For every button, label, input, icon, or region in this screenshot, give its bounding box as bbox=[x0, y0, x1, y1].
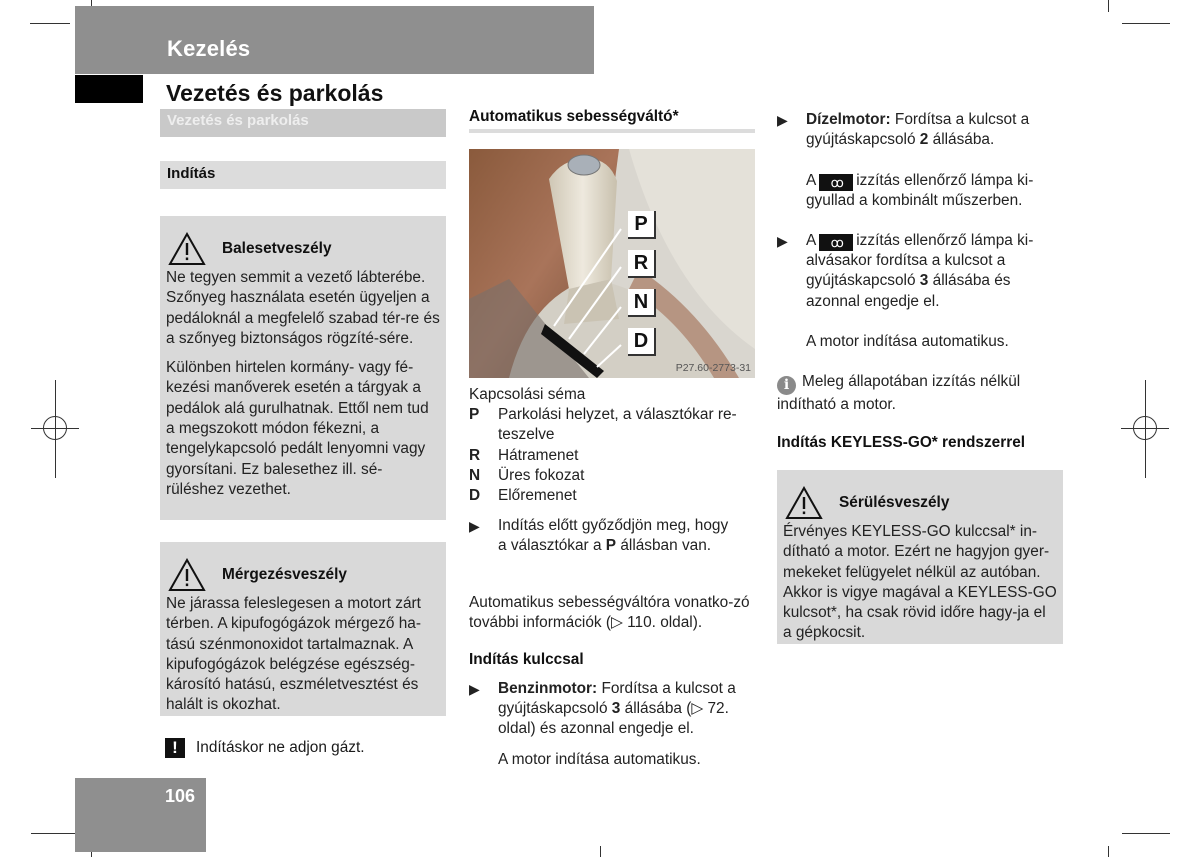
gear-label-d: D bbox=[628, 328, 656, 356]
bullet-triangle-icon: ▶ bbox=[469, 681, 480, 697]
registration-mark bbox=[1133, 416, 1157, 440]
warning-box-poisoning bbox=[160, 542, 446, 716]
warning-text: Ne tegyen semmit a vezető lábterébe. Szőnyeg használata esetén ügyeljen a pedáloknál a megfelelő szabad tér-re és a szőnyeg biztonságos rögzíté-sére. bbox=[166, 269, 440, 347]
warning-text: Érvényes KEYLESS-GO kulccsal* in-dítható a motor. Ezért ne hagyjon gyer-mekeket felügyelet nélkül az autóban. Akkor is vigye magával a KEYLESS-GO kulcsot*, ha csak rövid időre hagy-ja el a gépkocsit. bbox=[783, 523, 1057, 642]
image-code: P27.60-2773-31 bbox=[675, 362, 751, 374]
glow-lamp-text: A ꝏ izzítás ellenőrző lámpa ki-gyullad a kombinált műszerben. bbox=[806, 172, 1034, 210]
key-start-heading: Indítás kulccsal bbox=[469, 651, 584, 668]
warning-box-injury bbox=[777, 470, 1063, 644]
crop-mark bbox=[1122, 833, 1170, 834]
section-bar: Vezetés és parkolás bbox=[160, 109, 446, 137]
bullet-glow-off: ▶ A ꝏ izzítás ellenőrző lámpa ki-alvásakor fordítsa a kulcsot a gyújtáskapcsoló 3 állásába és azonnal engedje el. bbox=[777, 231, 1057, 312]
gear-selector-photo bbox=[469, 149, 755, 378]
page-heading: Vezetés és parkolás bbox=[166, 80, 384, 106]
chapter-header-band bbox=[75, 6, 594, 74]
scheme-item: R Hátramenet bbox=[469, 446, 579, 464]
crop-mark bbox=[1108, 0, 1109, 12]
exclamation-icon: ! bbox=[165, 738, 185, 758]
warning-triangle-icon bbox=[168, 232, 206, 266]
auto-start-text: A motor indítása automatikus. bbox=[806, 333, 1009, 350]
chapter-tab-marker bbox=[75, 75, 143, 103]
warning-triangle-icon bbox=[168, 558, 206, 592]
crop-mark bbox=[600, 846, 601, 857]
bullet-triangle-icon: ▶ bbox=[469, 518, 480, 534]
note-no-gas bbox=[165, 738, 365, 758]
gear-label-p: P bbox=[628, 211, 656, 239]
scheme-item: N Üres fokozat bbox=[469, 466, 585, 484]
bullet-diesel: ▶ Dízelmotor: Fordítsa a kulcsot a gyújtáskapcsoló 2 állásába. bbox=[777, 110, 1057, 150]
glow-plug-icon: ꝏ bbox=[819, 174, 853, 191]
gear-shift-illustration bbox=[469, 149, 755, 378]
gear-label-n: N bbox=[628, 289, 656, 317]
warning-triangle-icon bbox=[785, 486, 823, 520]
warning-text: Ne járassa feleslegesen a motort zárt térben. A kipufogógázok mérgező ha-tású szénmonoxidot tartalmaznak. A kipufogógázok belégzése egészség-károsító hatású, eszméletvesztést és halált is okozhat. bbox=[166, 595, 421, 714]
warning-title: Mérgezésveszély bbox=[222, 565, 347, 583]
scheme-desc: Parkolási helyzet, a választókar re- teszelve bbox=[498, 406, 737, 444]
crop-mark bbox=[1122, 23, 1170, 24]
warning-box-accident bbox=[160, 216, 446, 520]
note-text: Indításkor ne adjon gázt. bbox=[196, 739, 365, 756]
info-icon: i bbox=[777, 376, 796, 395]
crop-mark bbox=[31, 833, 79, 834]
scheme-item: P Parkolási helyzet, a választókar re- teszelve bbox=[469, 405, 759, 445]
chapter-title: Kezelés bbox=[167, 36, 251, 61]
auto-start-text: A motor indítása automatikus. bbox=[498, 751, 701, 768]
shift-scheme bbox=[469, 385, 759, 506]
keyless-heading: Indítás KEYLESS-GO* rendszerrel bbox=[777, 434, 1026, 451]
bullet-petrol: ▶ Benzinmotor: Fordítsa a kulcsot a gyújtáskapcsoló 3 állásába (▷ 72. oldal) és azonnal engedje el. bbox=[469, 679, 759, 740]
bullet-check-p: ▶ Indítás előtt győződjön meg, hogy a választókar a P állásban van. bbox=[469, 516, 729, 556]
scheme-title: Kapcsolási séma bbox=[469, 386, 586, 403]
heading-rule bbox=[469, 129, 755, 133]
info-note: i Meleg állapotában izzítás nélkül indítható a motor. bbox=[777, 373, 1021, 413]
warning-title: Balesetveszély bbox=[222, 239, 332, 257]
auto-transmission-heading: Automatikus sebességváltó* bbox=[469, 108, 679, 125]
crop-mark bbox=[1108, 846, 1109, 857]
gear-label-r: R bbox=[628, 250, 656, 278]
bullet-triangle-icon: ▶ bbox=[777, 112, 788, 128]
glow-plug-icon: ꝏ bbox=[819, 234, 853, 251]
page-number: 106 bbox=[165, 786, 196, 806]
crop-mark bbox=[30, 23, 70, 24]
warning-text: Különben hirtelen kormány- vagy fé-kezési manőverek esetén a tárgyak a pedálok alá gurulhatnak. Ettől nem tud a megszokott módon fékezni, a tengelykapcsoló pedált lenyomni vagy gyorsítani. Ez balesethez ill. sé-rüléshez vezethet. bbox=[166, 359, 429, 498]
scheme-item: D Előremenet bbox=[469, 487, 577, 505]
indit-heading: Indítás bbox=[160, 161, 446, 189]
bullet-triangle-icon: ▶ bbox=[777, 233, 788, 249]
registration-mark bbox=[43, 416, 67, 440]
warning-title: Sérülésveszély bbox=[839, 493, 950, 511]
more-info-text: Automatikus sebességváltóra vonatko-zó további információk (▷ 110. oldal). bbox=[469, 594, 750, 632]
